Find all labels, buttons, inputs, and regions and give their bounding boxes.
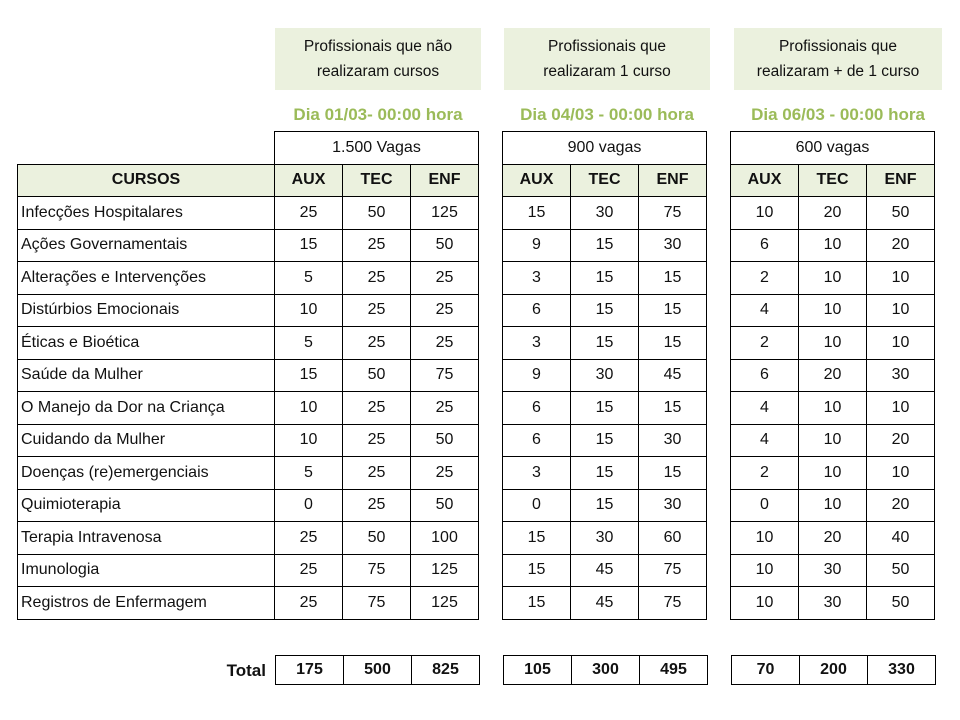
cell-enf: 30 — [639, 424, 707, 457]
spacer-cell — [707, 294, 731, 327]
cell-tec: 10 — [799, 489, 867, 522]
spacer-cell — [479, 457, 503, 490]
cell-aux: 3 — [503, 262, 571, 295]
spacer-cell — [479, 262, 503, 295]
spacer-cell — [707, 587, 731, 620]
cell-enf: 30 — [639, 489, 707, 522]
cell-aux: 2 — [731, 327, 799, 360]
cell-tec: 25 — [343, 489, 411, 522]
cell-aux: 15 — [503, 197, 571, 230]
cell-tec: 15 — [571, 457, 639, 490]
cell-tec: 10 — [799, 262, 867, 295]
cell-aux: 6 — [503, 392, 571, 425]
spacer-cell — [707, 424, 731, 457]
total-tec: 500 — [344, 656, 412, 685]
col-header-tec: TEC — [571, 164, 639, 197]
cell-tec: 25 — [343, 457, 411, 490]
cell-tec: 30 — [799, 554, 867, 587]
cell-enf: 50 — [867, 197, 935, 230]
cell-enf: 20 — [867, 424, 935, 457]
spacer-cell — [707, 554, 731, 587]
cell-aux: 9 — [503, 229, 571, 262]
col-header-tec: TEC — [799, 164, 867, 197]
spacer-cell — [479, 489, 503, 522]
cell-enf: 100 — [411, 522, 479, 555]
cell-aux: 15 — [503, 554, 571, 587]
spacer-cell — [480, 656, 504, 685]
total-aux: 105 — [504, 656, 572, 685]
cell-tec: 10 — [799, 457, 867, 490]
cell-aux: 3 — [503, 327, 571, 360]
cell-aux: 25 — [275, 554, 343, 587]
cell-aux: 5 — [275, 262, 343, 295]
vagas-label-3: 600 vagas — [731, 132, 935, 165]
empty-cell — [18, 132, 275, 165]
cell-enf: 40 — [867, 522, 935, 555]
course-name: Distúrbios Emocionais — [18, 294, 275, 327]
cell-enf: 125 — [411, 554, 479, 587]
course-name: Quimioterapia — [18, 489, 275, 522]
cell-aux: 4 — [731, 392, 799, 425]
cell-enf: 15 — [639, 392, 707, 425]
cell-tec: 25 — [343, 424, 411, 457]
spacer-cell — [707, 262, 731, 295]
total-row — [276, 656, 936, 685]
vagas-row — [18, 132, 935, 165]
cell-enf: 125 — [411, 587, 479, 620]
spacer-cell — [479, 294, 503, 327]
cell-tec: 50 — [343, 359, 411, 392]
cell-aux: 0 — [731, 489, 799, 522]
cell-enf: 50 — [411, 489, 479, 522]
cell-aux: 15 — [503, 522, 571, 555]
course-name: Cuidando da Mulher — [18, 424, 275, 457]
course-name: Infecções Hospitalares — [18, 197, 275, 230]
cell-enf: 25 — [411, 294, 479, 327]
cell-tec: 45 — [571, 554, 639, 587]
cell-enf: 30 — [867, 359, 935, 392]
col-header-enf: ENF — [867, 164, 935, 197]
cell-tec: 30 — [571, 522, 639, 555]
table-row — [18, 262, 935, 295]
course-name: Registros de Enfermagem — [18, 587, 275, 620]
cell-enf: 75 — [411, 359, 479, 392]
table-row — [18, 489, 935, 522]
table-row — [18, 424, 935, 457]
total-enf: 330 — [868, 656, 936, 685]
course-name: Alterações e Intervenções — [18, 262, 275, 295]
cell-tec: 20 — [799, 359, 867, 392]
cell-enf: 10 — [867, 327, 935, 360]
cell-enf: 15 — [639, 457, 707, 490]
column-header-row — [18, 164, 935, 197]
cell-tec: 20 — [799, 522, 867, 555]
cell-tec: 10 — [799, 229, 867, 262]
spacer-cell — [479, 392, 503, 425]
cell-enf: 20 — [867, 229, 935, 262]
table-row — [18, 587, 935, 620]
cell-aux: 4 — [731, 424, 799, 457]
vagas-label-1: 1.500 Vagas — [275, 132, 479, 165]
cell-tec: 10 — [799, 424, 867, 457]
cell-enf: 50 — [867, 587, 935, 620]
course-name: Ações Governamentais — [18, 229, 275, 262]
cell-tec: 30 — [571, 359, 639, 392]
cell-enf: 15 — [639, 294, 707, 327]
col-header-tec: TEC — [343, 164, 411, 197]
table-row — [18, 359, 935, 392]
group-date-1: Dia 01/03- 00:00 hora — [293, 105, 463, 124]
total-aux: 175 — [276, 656, 344, 685]
total-enf: 495 — [640, 656, 708, 685]
spacer-cell — [707, 392, 731, 425]
cell-tec: 10 — [799, 327, 867, 360]
cell-tec: 50 — [343, 522, 411, 555]
table-row — [18, 197, 935, 230]
cell-tec: 45 — [571, 587, 639, 620]
vagas-label-2: 900 vagas — [503, 132, 707, 165]
spacer-cell — [479, 359, 503, 392]
cell-aux: 10 — [731, 522, 799, 555]
cell-aux: 15 — [503, 587, 571, 620]
cell-enf: 30 — [639, 229, 707, 262]
col-header-cursos: CURSOS — [18, 164, 275, 197]
course-name: Terapia Intravenosa — [18, 522, 275, 555]
cell-enf: 75 — [639, 554, 707, 587]
spacer-cell — [479, 587, 503, 620]
cell-tec: 30 — [571, 197, 639, 230]
cell-aux: 6 — [503, 424, 571, 457]
spacer-cell — [707, 457, 731, 490]
cell-tec: 75 — [343, 554, 411, 587]
cell-aux: 10 — [275, 424, 343, 457]
col-header-aux: AUX — [503, 164, 571, 197]
cell-aux: 25 — [275, 522, 343, 555]
cell-aux: 25 — [275, 587, 343, 620]
spacer-cell — [479, 327, 503, 360]
total-table — [275, 655, 936, 685]
cell-enf: 10 — [867, 294, 935, 327]
total-tec: 200 — [800, 656, 868, 685]
table-row — [18, 294, 935, 327]
course-name: O Manejo da Dor na Criança — [18, 392, 275, 425]
cell-aux: 15 — [275, 359, 343, 392]
cell-enf: 60 — [639, 522, 707, 555]
group-date-3: Dia 06/03 - 00:00 hora — [751, 105, 925, 124]
table-row — [18, 554, 935, 587]
cell-enf: 75 — [639, 197, 707, 230]
cell-aux: 6 — [731, 359, 799, 392]
cell-aux: 10 — [275, 294, 343, 327]
col-header-enf: ENF — [411, 164, 479, 197]
spacer-cell — [479, 424, 503, 457]
spacer-cell — [707, 489, 731, 522]
cell-aux: 5 — [275, 457, 343, 490]
cell-aux: 6 — [503, 294, 571, 327]
cell-aux: 25 — [275, 197, 343, 230]
col-header-aux: AUX — [731, 164, 799, 197]
cell-tec: 15 — [571, 489, 639, 522]
cell-enf: 50 — [411, 229, 479, 262]
spacer-cell — [707, 522, 731, 555]
cell-enf: 10 — [867, 457, 935, 490]
cell-enf: 45 — [639, 359, 707, 392]
cell-aux: 0 — [503, 489, 571, 522]
spacer-cell — [479, 554, 503, 587]
cell-tec: 25 — [343, 262, 411, 295]
spacer-cell — [707, 132, 731, 165]
course-name: Imunologia — [18, 554, 275, 587]
spacer-cell — [708, 656, 732, 685]
cell-tec: 20 — [799, 197, 867, 230]
cell-enf: 75 — [639, 587, 707, 620]
cell-aux: 4 — [731, 294, 799, 327]
spacer-cell — [707, 327, 731, 360]
cell-enf: 50 — [867, 554, 935, 587]
cell-tec: 25 — [343, 392, 411, 425]
spacer-cell — [707, 229, 731, 262]
total-aux: 70 — [732, 656, 800, 685]
cell-tec: 75 — [343, 587, 411, 620]
cell-tec: 15 — [571, 327, 639, 360]
cell-tec: 15 — [571, 392, 639, 425]
cell-enf: 25 — [411, 392, 479, 425]
cell-tec: 10 — [799, 294, 867, 327]
cell-aux: 9 — [503, 359, 571, 392]
spacer-cell — [707, 164, 731, 197]
table-row — [18, 229, 935, 262]
cell-tec: 15 — [571, 294, 639, 327]
total-tec: 300 — [572, 656, 640, 685]
table-row — [18, 457, 935, 490]
course-name: Éticas e Bioética — [18, 327, 275, 360]
col-header-aux: AUX — [275, 164, 343, 197]
cell-tec: 15 — [571, 424, 639, 457]
cell-aux: 0 — [275, 489, 343, 522]
cell-tec: 50 — [343, 197, 411, 230]
spacer-cell — [479, 197, 503, 230]
cell-enf: 10 — [867, 392, 935, 425]
cell-enf: 20 — [867, 489, 935, 522]
cell-aux: 15 — [275, 229, 343, 262]
cell-aux: 10 — [731, 587, 799, 620]
cell-tec: 30 — [799, 587, 867, 620]
course-name: Doenças (re)emergenciais — [18, 457, 275, 490]
cell-aux: 10 — [275, 392, 343, 425]
group-date-2: Dia 04/03 - 00:00 hora — [520, 105, 694, 124]
course-name: Saúde da Mulher — [18, 359, 275, 392]
cell-tec: 15 — [571, 229, 639, 262]
cell-aux: 10 — [731, 197, 799, 230]
group-header-1: Profissionais que não realizaram cursos — [275, 28, 481, 90]
cell-aux: 2 — [731, 457, 799, 490]
group-header-2: Profissionais que realizaram 1 curso — [504, 28, 710, 90]
spacer-cell — [479, 229, 503, 262]
cell-tec: 25 — [343, 229, 411, 262]
cell-enf: 25 — [411, 457, 479, 490]
cell-enf: 125 — [411, 197, 479, 230]
cell-enf: 10 — [867, 262, 935, 295]
table-row — [18, 327, 935, 360]
cell-enf: 25 — [411, 327, 479, 360]
col-header-enf: ENF — [639, 164, 707, 197]
spacer-cell — [707, 197, 731, 230]
cell-tec: 15 — [571, 262, 639, 295]
cell-enf: 25 — [411, 262, 479, 295]
cell-enf: 50 — [411, 424, 479, 457]
cell-tec: 25 — [343, 327, 411, 360]
cell-tec: 25 — [343, 294, 411, 327]
spacer-cell — [479, 164, 503, 197]
cell-aux: 10 — [731, 554, 799, 587]
courses-table — [17, 131, 935, 620]
total-label: Total — [226, 661, 266, 680]
cell-aux: 6 — [731, 229, 799, 262]
group-header-3: Profissionais que realizaram + de 1 curso — [734, 28, 942, 90]
spacer-cell — [479, 132, 503, 165]
cell-enf: 15 — [639, 262, 707, 295]
table-row — [18, 522, 935, 555]
cell-tec: 10 — [799, 392, 867, 425]
spacer-cell — [707, 359, 731, 392]
cell-aux: 3 — [503, 457, 571, 490]
cell-enf: 15 — [639, 327, 707, 360]
cell-aux: 5 — [275, 327, 343, 360]
table-row — [18, 392, 935, 425]
total-enf: 825 — [412, 656, 480, 685]
cell-aux: 2 — [731, 262, 799, 295]
spacer-cell — [479, 522, 503, 555]
